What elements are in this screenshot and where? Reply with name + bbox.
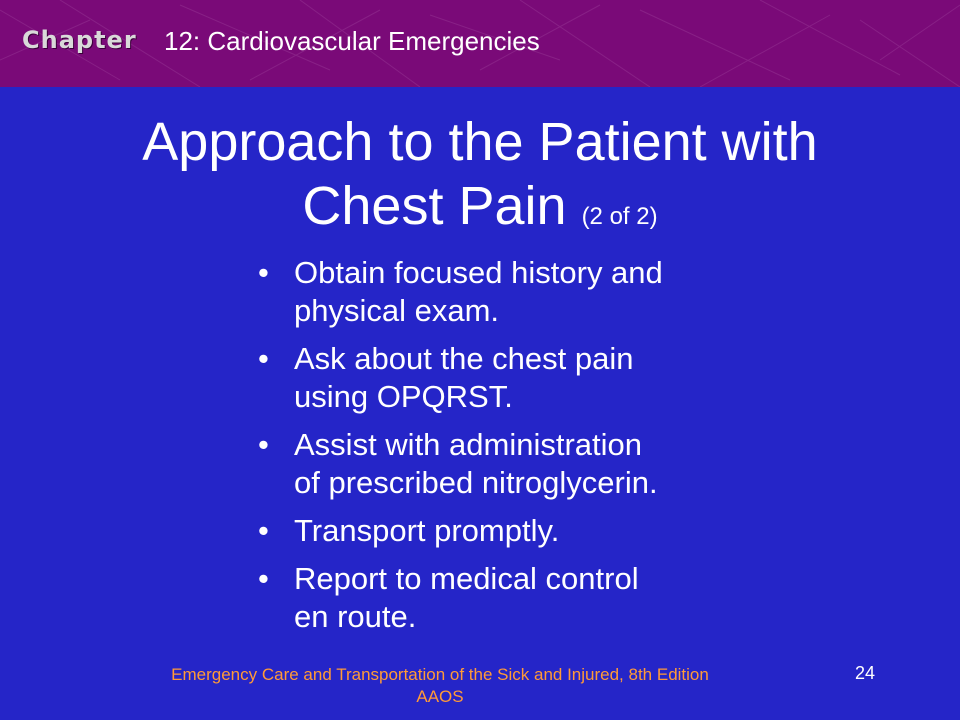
slide-title-suffix: (2 of 2) (581, 203, 658, 230)
slide-title-main: Chest Pain (302, 176, 567, 236)
slide-title-line2 (0, 174, 960, 249)
header-band (0, 0, 960, 87)
chapter-title: 12: Cardiovascular Emergencies (164, 26, 540, 56)
bullet-dot: • (258, 255, 269, 290)
bullet-line: Obtain focused history and (294, 255, 663, 290)
footer-line-book: Emergency Care and Transportation of the Sick and Injured, 8th Edition (171, 665, 709, 684)
bullet-item (256, 340, 746, 416)
bullet-dot: • (258, 513, 269, 548)
bullet-line: of prescribed nitroglycerin. (294, 465, 658, 500)
bullet-dot: • (258, 561, 269, 596)
bullet-item (256, 512, 746, 550)
bullet-line: Report to medical control (294, 561, 639, 596)
bullet-item (256, 254, 746, 330)
slide-title (0, 110, 960, 249)
page-number: 24 (855, 663, 876, 683)
footer-citation (90, 664, 790, 708)
bullet-item (256, 426, 746, 502)
bullet-line: using OPQRST. (294, 379, 513, 414)
bullet-line: Assist with administration (294, 427, 643, 462)
slide-title-line1: Approach to the Patient with (142, 112, 818, 172)
bullet-line: Transport promptly. (294, 513, 560, 548)
bullet-line: Ask about the chest pain (294, 341, 634, 376)
bullet-dot: • (258, 427, 269, 462)
bullet-item (256, 560, 746, 636)
footer-line-publisher: AAOS (416, 687, 464, 706)
bullet-line: physical exam. (294, 293, 500, 328)
chapter-label: Chapter (22, 26, 137, 54)
bullet-dot: • (258, 341, 269, 376)
bullet-list (256, 254, 746, 646)
bullet-line: en route. (294, 599, 417, 634)
